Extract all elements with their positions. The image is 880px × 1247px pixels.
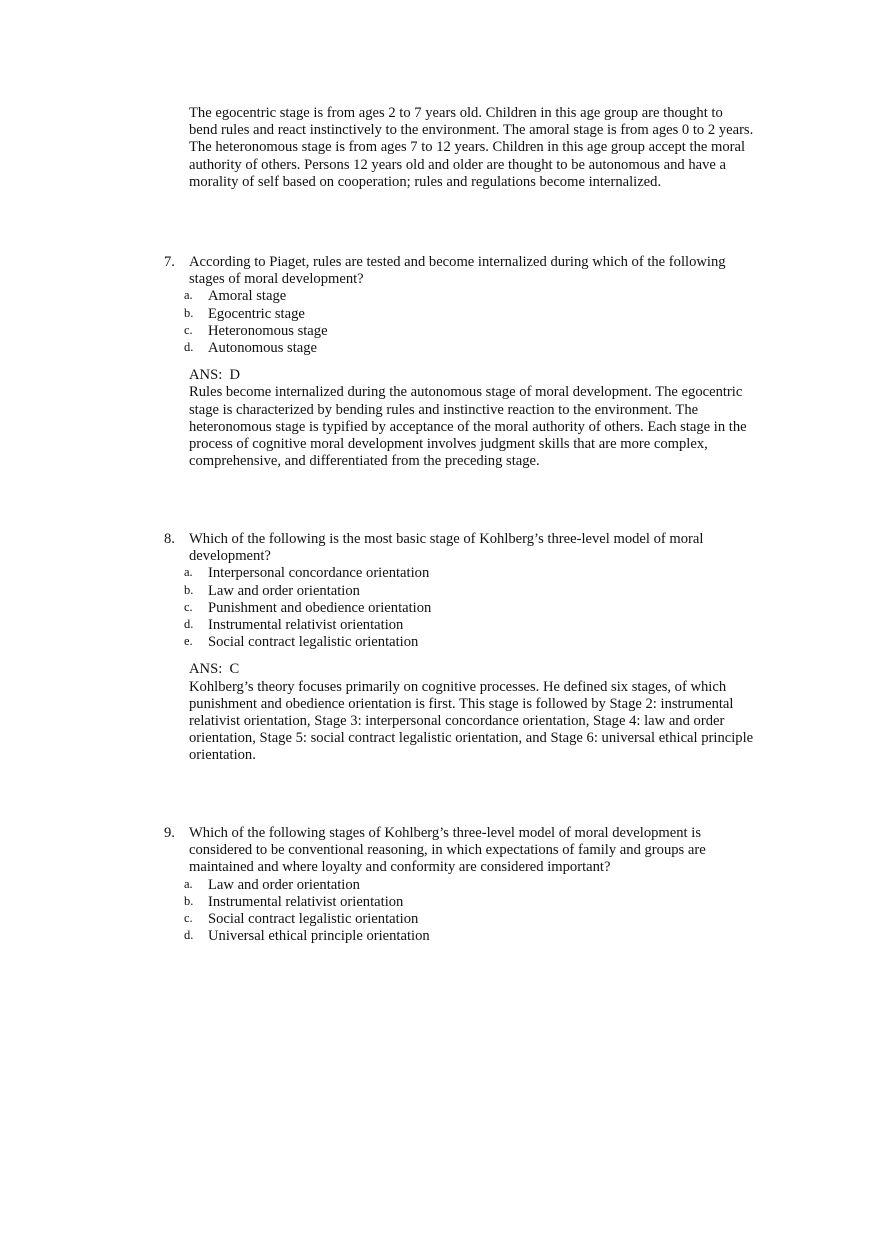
option-text: Heteronomous stage: [208, 322, 328, 339]
answer-options: [164, 288, 764, 357]
answer-options: [164, 877, 764, 946]
option-letter: b.: [184, 582, 194, 597]
question-text: According to Piaget, rules are tested and become internalized during which of the following stages of moral development?: [189, 254, 726, 288]
answer-key: [189, 661, 764, 678]
option-a: [164, 565, 764, 582]
option-d: [164, 340, 764, 357]
option-letter: b.: [184, 305, 194, 320]
option-text: Instrumental relativist orientation: [208, 616, 404, 633]
option-letter: a.: [184, 565, 193, 580]
option-letter: d.: [184, 928, 194, 943]
option-text: Instrumental relativist orientation: [208, 893, 404, 910]
option-c: [164, 911, 764, 928]
answer-rationale: Rules become internalized during the autonomous stage of moral development. The egocentric stage is characterized by bending rules and instinctive reaction to the environment. The heteronomous stage is typified by acceptance of the moral authority of others. Each stage in the process of cognitive moral development involves judgment skills that are more complex, comprehensive, and differentiated from the preceding stage.: [189, 384, 747, 470]
option-letter: d.: [184, 339, 194, 354]
question-text: Which of the following stages of Kohlberg’s three-level model of moral development is considered to be conventional reasoning, in which expectations of family and groups are maintained and where loyalty and conformity are considered important?: [189, 825, 706, 876]
option-letter: c.: [184, 910, 193, 925]
option-c: [164, 323, 764, 340]
option-letter: d.: [184, 616, 194, 631]
option-text: Law and order orientation: [208, 582, 360, 599]
option-b: [164, 894, 764, 911]
option-e: [164, 634, 764, 651]
option-text: Universal ethical principle orientation: [208, 928, 430, 945]
question-7: [164, 254, 764, 470]
option-text: Social contract legalistic orientation: [208, 910, 419, 927]
option-c: [164, 600, 764, 617]
option-d: [164, 617, 764, 634]
question-text: Which of the following is the most basic stage of Kohlberg’s three-level model of moral development?: [189, 531, 704, 565]
question-number: 9.: [164, 825, 175, 841]
question-number: 8.: [164, 531, 175, 547]
option-text: Punishment and obedience orientation: [208, 599, 432, 616]
option-b: [164, 583, 764, 600]
option-b: [164, 306, 764, 323]
option-a: [164, 877, 764, 894]
question-8: [164, 531, 764, 765]
option-text: Social contract legalistic orientation: [208, 634, 419, 651]
option-a: [164, 288, 764, 305]
option-letter: c.: [184, 599, 193, 614]
option-text: Amoral stage: [208, 288, 287, 305]
option-text: Autonomous stage: [208, 339, 318, 356]
option-letter: e.: [184, 634, 193, 649]
option-letter: a.: [184, 288, 193, 303]
intro-rationale: The egocentric stage is from ages 2 to 7 years old. Children in this age group are thought to bend rules and react instinctively to the environment. The amoral stage is from ages 0 to 2 years. The heteronomous stage is from ages 7 to 12 years. Children in this age group accept the moral authority of others. Persons 12 years old and older are thought to be autonomous and have a morality of self based on cooperation; rules and regulations become internalized.: [189, 105, 754, 190]
option-text: Law and order orientation: [208, 876, 360, 893]
answer-key: [189, 367, 764, 384]
option-letter: c.: [184, 322, 193, 337]
option-text: Interpersonal concordance orientation: [208, 565, 430, 582]
option-text: Egocentric stage: [208, 305, 305, 322]
option-letter: a.: [184, 876, 193, 891]
answer-rationale: Kohlberg’s theory focuses primarily on cognitive processes. He defined six stages, of which punishment and obedience orientation is first. This stage is followed by Stage 2: instrumental relativist orientation, Stage 3: interpersonal concordance orientation, Stage 4: law and order orientation, Stage 5: social contract legalistic orientation, and Stage 6: universal ethical principle orientation.: [189, 678, 754, 764]
option-letter: b.: [184, 893, 194, 908]
question-number: 7.: [164, 254, 175, 270]
answer-label: ANS: D: [189, 367, 241, 384]
answer-label: ANS: C: [189, 661, 240, 678]
option-d: [164, 928, 764, 945]
question-9: [164, 825, 764, 945]
answer-options: [164, 565, 764, 651]
